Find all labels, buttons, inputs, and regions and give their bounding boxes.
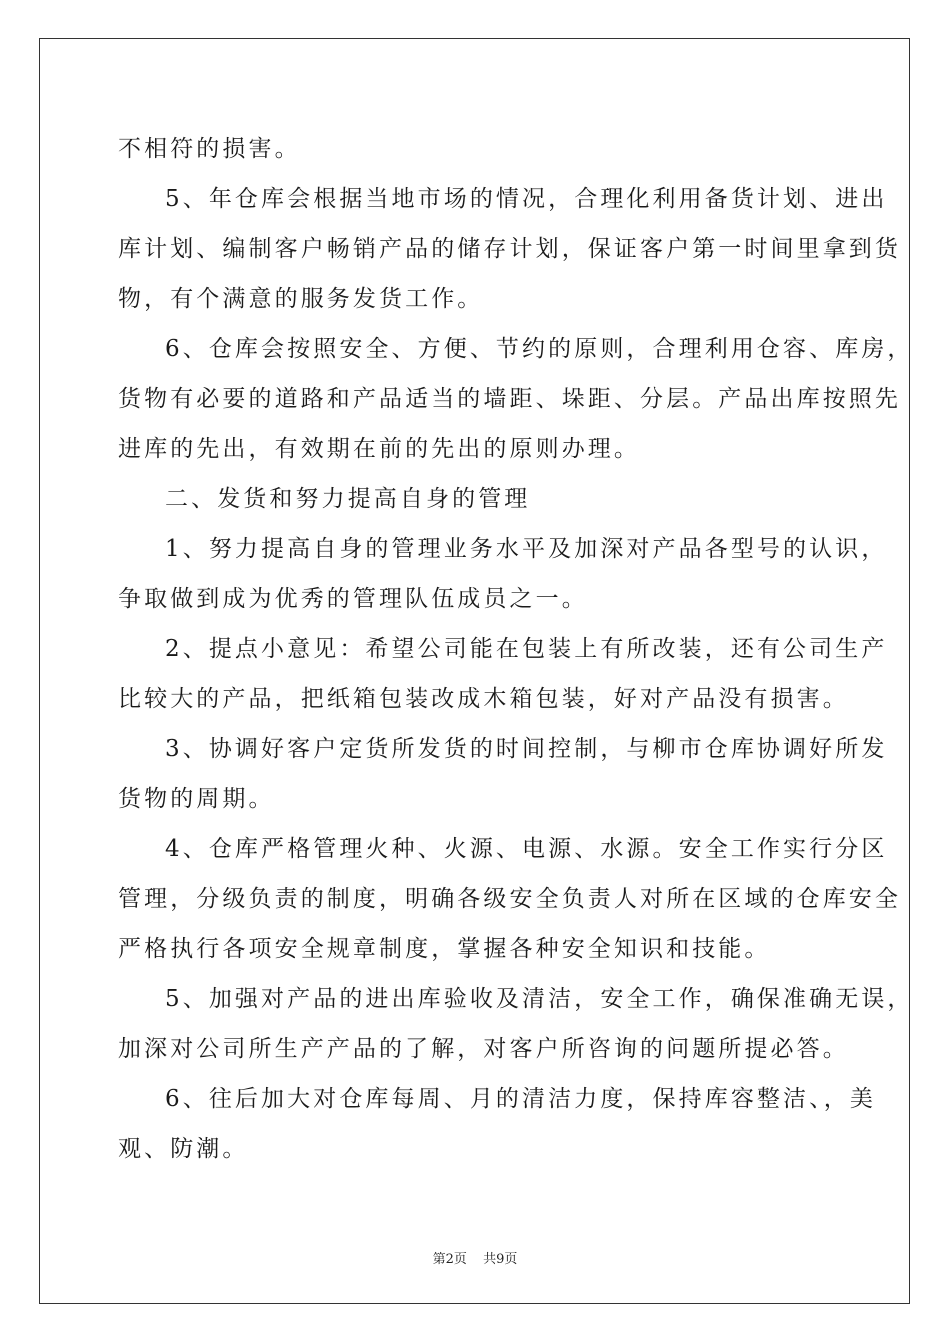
- text-line: 5、年仓库会根据当地市场的情况，合理化利用备货计划、进出: [165, 186, 888, 212]
- page-number: 第2页: [432, 1252, 467, 1267]
- text-line: 严格执行各项安全规章制度，掌握各种安全知识和技能。: [118, 936, 771, 962]
- text-line: 比较大的产品，把纸箱包装改成木箱包装，好对产品没有损害。: [118, 686, 849, 712]
- text-line: 库计划、编制客户畅销产品的储存计划，保证客户第一时间里拿到货: [118, 236, 901, 262]
- text-line: 3、协调好客户定货所发货的时间控制，与柳市仓库协调好所发: [165, 736, 888, 762]
- text-line: 6、往后加大对仓库每周、月的清洁力度，保持库容整洁、，美: [165, 1086, 876, 1112]
- text-line: 货物有必要的道路和产品适当的墙距、垛距、分层。产品出库按照先: [118, 386, 901, 412]
- text-line: 物，有个满意的服务发货工作。: [118, 286, 484, 312]
- text-line: 1、努力提高自身的管理业务水平及加深对产品各型号的认识，: [165, 536, 888, 562]
- document-body: [118, 124, 914, 1174]
- text-line: 2、提点小意见：希望公司能在包装上有所改装，还有公司生产: [165, 636, 888, 662]
- section-heading: 二、发货和努力提高自身的管理: [165, 486, 531, 512]
- text-line: 争取做到成为优秀的管理队伍成员之一。: [118, 586, 588, 612]
- page-total: 共9页: [483, 1252, 518, 1267]
- text-line: 货物的周期。: [118, 786, 275, 812]
- text-line: 管理，分级负责的制度，明确各级安全负责人对所在区域的仓库安全: [118, 886, 901, 912]
- text-line: 加深对公司所生产产品的了解，对客户所咨询的问题所提必答。: [118, 1036, 849, 1062]
- page-footer: [0, 1248, 950, 1267]
- text-line: 不相符的损害。: [118, 136, 301, 162]
- text-line: 4、仓库严格管理火种、火源、电源、水源。安全工作实行分区: [165, 836, 888, 862]
- text-line: 进库的先出，有效期在前的先出的原则办理。: [118, 436, 640, 462]
- text-line: 6、仓库会按照安全、方便、节约的原则，合理利用仓容、库房，: [165, 336, 914, 362]
- text-line: 5、加强对产品的进出库验收及清洁，安全工作，确保准确无误，: [165, 986, 914, 1012]
- text-line: 观、防潮。: [118, 1136, 249, 1162]
